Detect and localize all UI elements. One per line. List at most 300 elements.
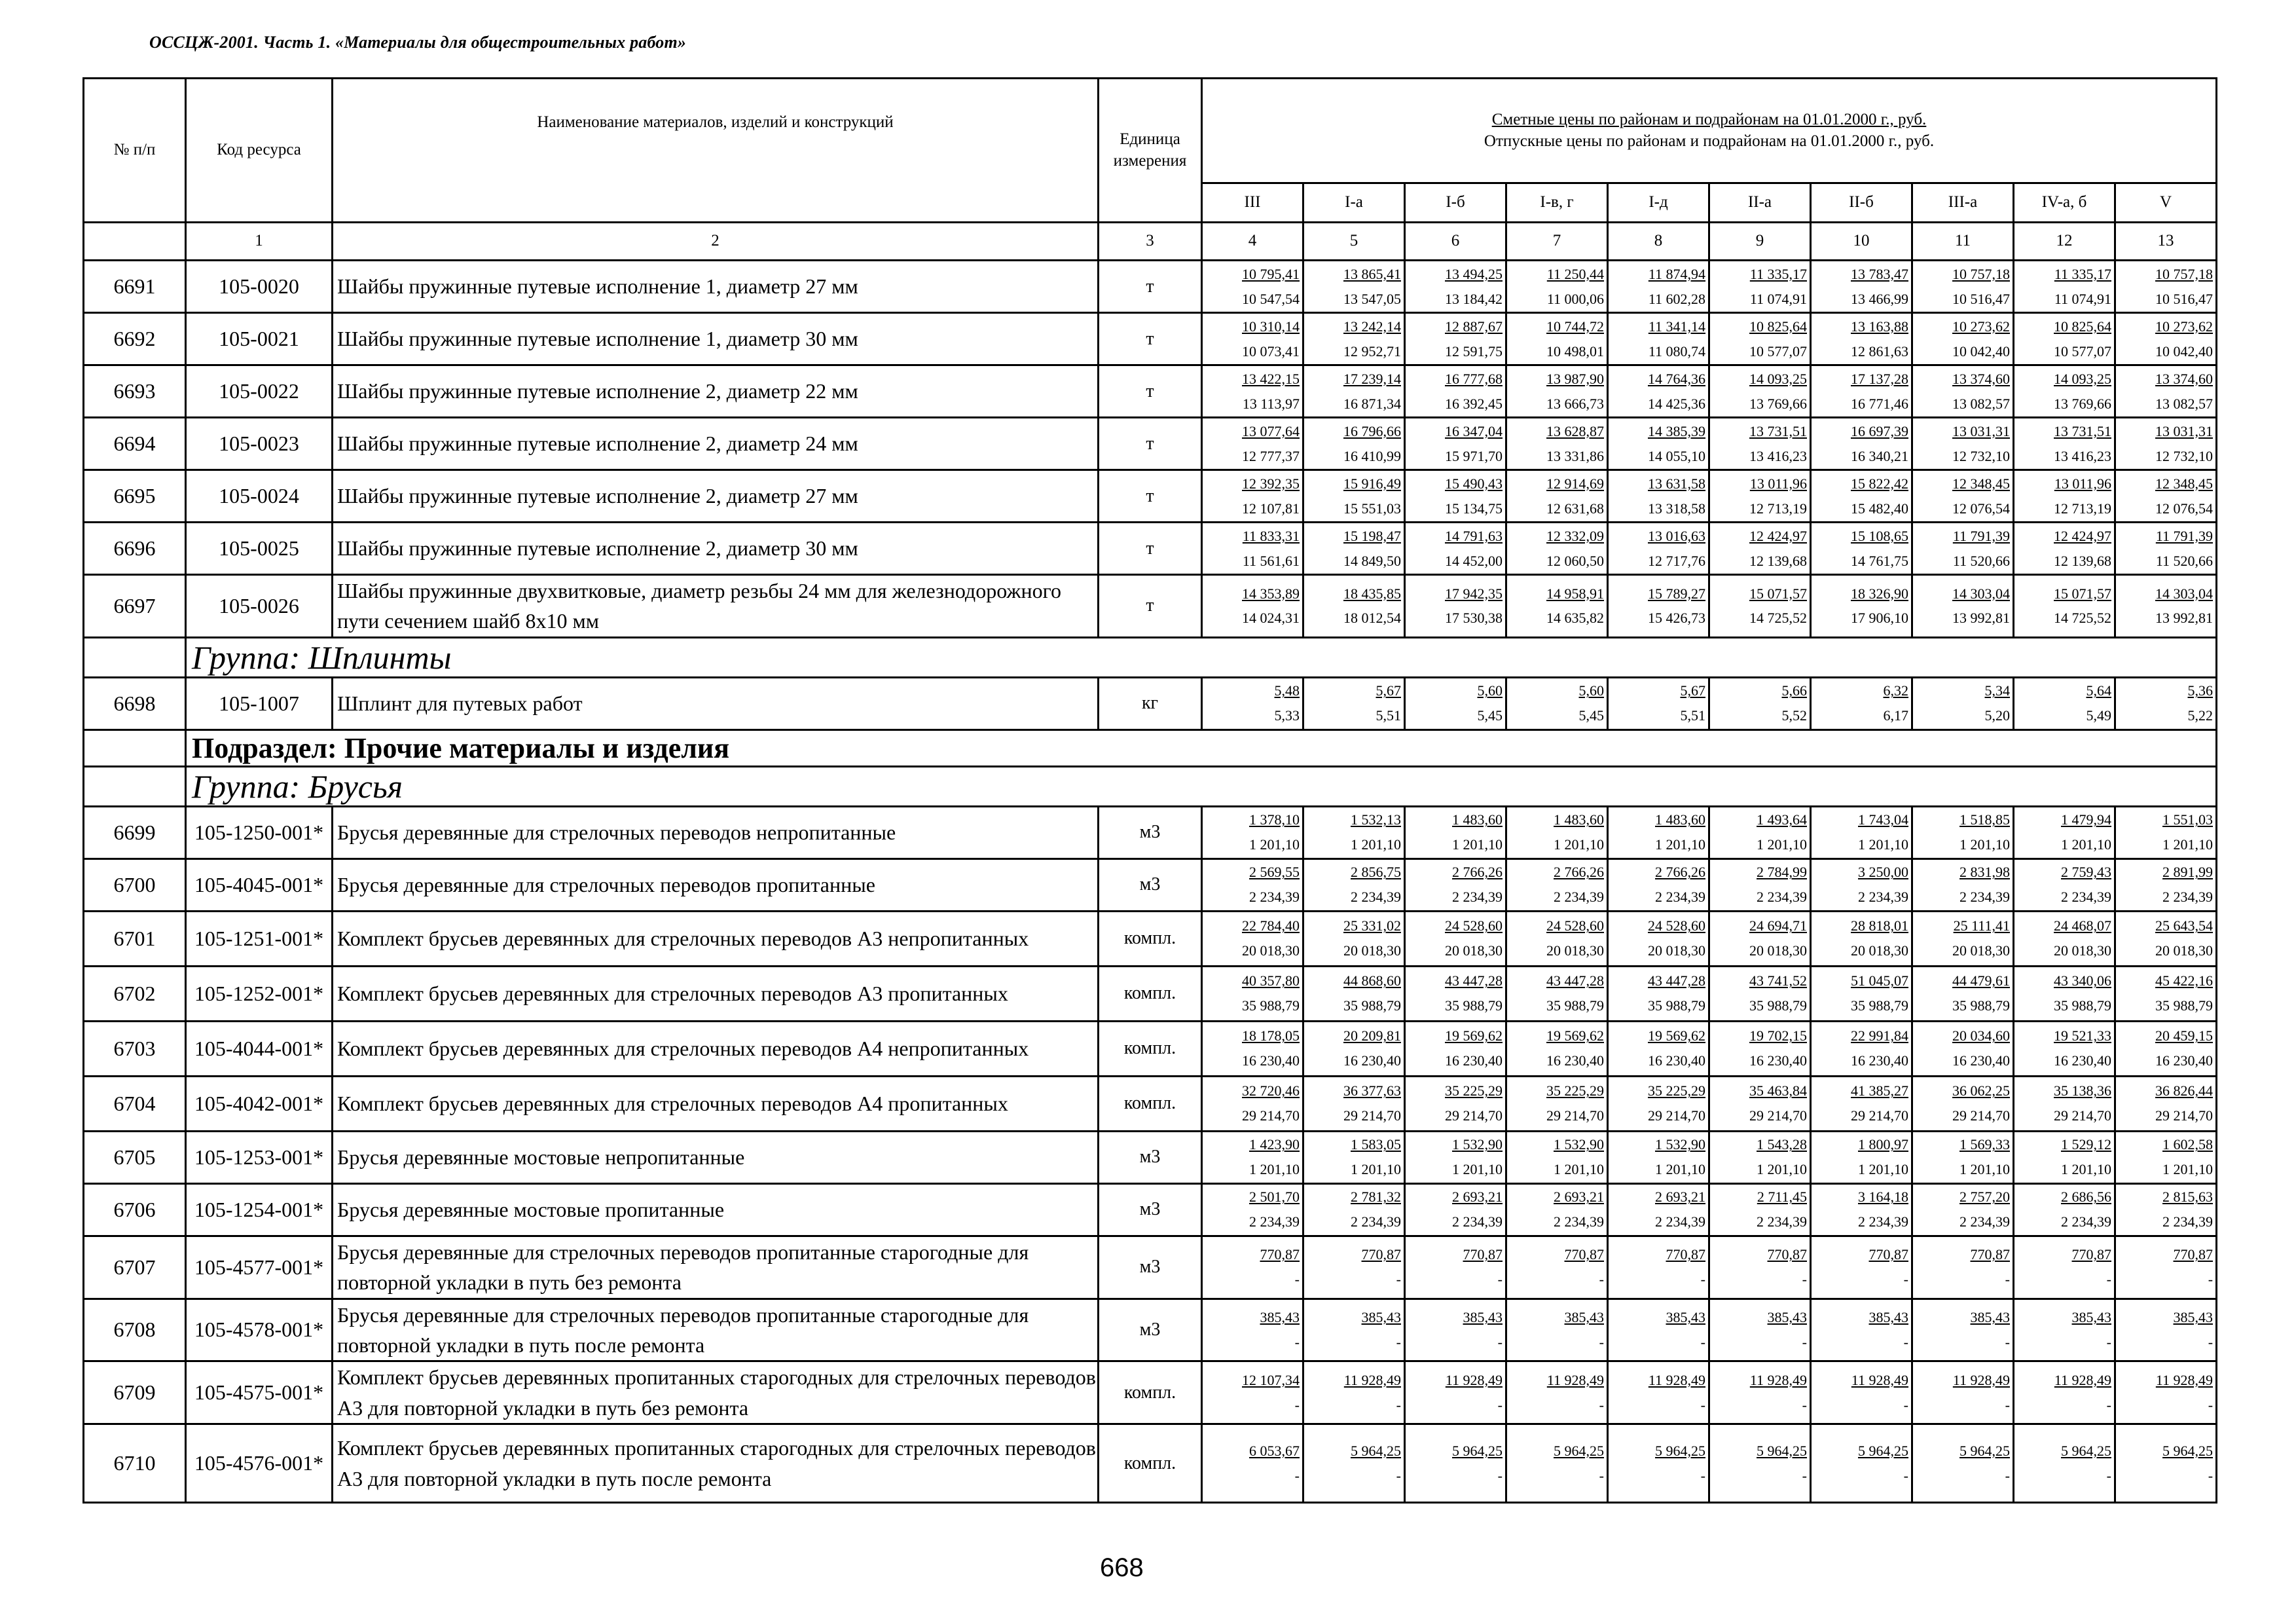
row-number: 6695 — [84, 470, 186, 523]
estimate-price: 11 874,94 — [1648, 265, 1705, 282]
header-region: V — [2115, 183, 2217, 223]
release-price: 2 234,39 — [1858, 1213, 1908, 1230]
price-cell — [2115, 1021, 2217, 1076]
release-price: 6,17 — [1883, 707, 1908, 724]
estimate-price: 6 053,67 — [1249, 1442, 1300, 1459]
price-cell — [1303, 806, 1405, 858]
estimate-price: 13 011,96 — [2054, 475, 2111, 492]
price-cell — [2014, 1236, 2115, 1299]
estimate-price: 3 164,18 — [1858, 1189, 1908, 1206]
price-cell — [1303, 1021, 1405, 1076]
price-cell — [1202, 1131, 1303, 1183]
release-price: - — [1294, 1271, 1300, 1288]
price-cell — [1303, 261, 1405, 313]
price-cell — [1303, 911, 1405, 966]
material-name: Шайбы пружинные путевые исполнение 2, диаметр 24 мм — [333, 418, 1099, 470]
estimate-price: 1 532,90 — [1655, 1136, 1705, 1153]
resource-code: 105-4575-001* — [186, 1361, 333, 1424]
estimate-price: 13 422,15 — [1242, 370, 1300, 387]
estimate-price: 35 225,29 — [1648, 1082, 1705, 1099]
price-cell — [1303, 858, 1405, 911]
row-number: 6704 — [84, 1076, 186, 1131]
release-price: 2 234,39 — [2061, 1213, 2111, 1230]
estimate-price: 11 833,31 — [1242, 527, 1300, 544]
estimate-price: 11 928,49 — [2155, 1371, 2214, 1388]
estimate-price: 13 011,96 — [1749, 475, 1807, 492]
estimate-price: 22 991,84 — [1851, 1027, 1908, 1044]
table-row — [84, 418, 2217, 470]
unit-of-measure: м3 — [1099, 1183, 1202, 1236]
estimate-price: 44 868,60 — [1343, 972, 1401, 989]
release-price: 15 482,40 — [1851, 500, 1908, 517]
unit-of-measure: т — [1099, 365, 1202, 418]
material-name: Шайбы пружинные двухвитковые, диаметр резьбы 24 мм для железнодорожного пути сечением шайб 8х10 мм — [333, 575, 1099, 638]
release-price: 13 184,42 — [1445, 290, 1503, 307]
price-cell — [1912, 858, 2014, 911]
release-price: 2 234,39 — [1554, 889, 1604, 906]
price-cell — [1912, 523, 2014, 575]
price-cell — [1912, 1131, 2014, 1183]
table-row — [84, 1183, 2217, 1236]
table-row — [84, 677, 2217, 729]
resource-code: 105-0020 — [186, 261, 333, 313]
release-price: - — [2106, 1467, 2111, 1484]
release-price: 11 561,61 — [1242, 552, 1300, 569]
header-region: I-б — [1405, 183, 1506, 223]
release-price: 2 234,39 — [1858, 889, 1908, 906]
estimate-price: 1 602,58 — [2162, 1136, 2214, 1153]
price-cell — [1405, 911, 1506, 966]
price-cell — [1303, 470, 1405, 523]
release-price: 35 988,79 — [2054, 997, 2111, 1014]
release-price: 10 547,54 — [1242, 290, 1300, 307]
release-price: 12 591,75 — [1445, 342, 1503, 360]
price-cell — [1506, 575, 1608, 638]
release-price: 35 988,79 — [1851, 997, 1908, 1014]
price-cell — [1405, 1021, 1506, 1076]
estimate-price: 16 347,04 — [1445, 422, 1503, 439]
price-cell — [1506, 313, 1608, 365]
estimate-price: 15 789,27 — [1648, 585, 1705, 602]
estimate-price: 12 332,09 — [1546, 527, 1604, 544]
release-price: 10 042,40 — [1952, 342, 2010, 360]
release-price: 10 498,01 — [1546, 342, 1604, 360]
price-cell — [1709, 418, 1811, 470]
resource-code: 105-0022 — [186, 365, 333, 418]
row-number: 6703 — [84, 1021, 186, 1076]
price-cell — [2014, 858, 2115, 911]
estimate-price: 11 341,14 — [1648, 318, 1705, 335]
header-column-number: 4 — [1202, 223, 1303, 261]
material-name: Комплект брусьев деревянных пропитанных старогодных для стрелочных переводов А3 для повторной укладки в путь после ремонта — [333, 1424, 1099, 1503]
estimate-price: 13 865,41 — [1343, 265, 1401, 282]
price-cell — [1202, 1021, 1303, 1076]
estimate-price: 1 479,94 — [2061, 811, 2111, 828]
price-cell — [1405, 365, 1506, 418]
release-price: - — [2106, 1396, 2111, 1413]
material-name: Комплект брусьев деревянных для стрелочных переводов А4 непропитанных — [333, 1021, 1099, 1076]
price-cell — [1709, 1076, 1811, 1131]
document-title: ОССЦЖ-2001. Часть 1. «Материалы для общестроительных работ» — [149, 33, 687, 52]
price-cell — [1811, 261, 1912, 313]
price-cell — [1405, 1236, 1506, 1299]
estimate-price: 2 856,75 — [1351, 864, 1401, 881]
estimate-price: 12 107,34 — [1242, 1371, 1300, 1388]
price-cell — [2115, 1131, 2217, 1183]
price-cell — [1608, 1076, 1709, 1131]
estimate-price: 43 340,06 — [2054, 972, 2111, 989]
release-price: 5,22 — [2187, 707, 2214, 724]
estimate-price: 2 569,55 — [1249, 864, 1300, 881]
price-cell — [1709, 1236, 1811, 1299]
release-price: 16 871,34 — [1343, 395, 1401, 412]
estimate-price: 16 697,39 — [1851, 422, 1908, 439]
release-price: 10 577,07 — [2054, 342, 2111, 360]
row-number: 6705 — [84, 1131, 186, 1183]
estimate-price: 20 209,81 — [1343, 1027, 1401, 1044]
release-price: 10 516,47 — [2155, 290, 2214, 307]
estimate-price: 2 686,56 — [2061, 1189, 2111, 1206]
estimate-price: 19 521,33 — [2054, 1027, 2111, 1044]
price-cell — [1202, 365, 1303, 418]
estimate-price: 15 071,57 — [2054, 585, 2111, 602]
release-price: 2 234,39 — [1757, 889, 1807, 906]
estimate-price: 1 483,60 — [1452, 811, 1503, 828]
estimate-price: 10 273,62 — [1952, 318, 2010, 335]
header-region: II-б — [1811, 183, 1912, 223]
price-cell — [1303, 523, 1405, 575]
release-price: 15 426,73 — [1648, 610, 1705, 627]
release-price: 1 201,10 — [1655, 1161, 1705, 1178]
release-price: 29 214,70 — [1242, 1107, 1300, 1124]
price-cell — [1405, 313, 1506, 365]
price-cell — [2115, 470, 2217, 523]
header-column-number: 12 — [2014, 223, 2115, 261]
release-price: - — [1497, 1333, 1503, 1350]
estimate-price: 13 016,63 — [1648, 527, 1705, 544]
estimate-price: 2 784,99 — [1757, 864, 1807, 881]
price-cell — [1608, 1424, 1709, 1503]
resource-code: 105-4578-001* — [186, 1299, 333, 1361]
estimate-price: 770,87 — [1361, 1246, 1401, 1263]
estimate-price: 770,87 — [1666, 1246, 1705, 1263]
estimate-price: 14 791,63 — [1445, 527, 1503, 544]
row-number: 6692 — [84, 313, 186, 365]
price-cell — [1303, 1361, 1405, 1424]
estimate-price: 10 744,72 — [1546, 318, 1604, 335]
release-price: 11 000,06 — [1546, 290, 1604, 307]
unit-of-measure: т — [1099, 523, 1202, 575]
table-row — [84, 1021, 2217, 1076]
price-cell — [1303, 1236, 1405, 1299]
estimate-price: 11 335,17 — [1749, 265, 1807, 282]
estimate-price: 43 447,28 — [1546, 972, 1604, 989]
release-price: 2 234,39 — [1959, 1213, 2010, 1230]
unit-of-measure: т — [1099, 261, 1202, 313]
price-cell — [1405, 1424, 1506, 1503]
unit-of-measure: т — [1099, 470, 1202, 523]
estimate-price: 20 034,60 — [1952, 1027, 2010, 1044]
price-cell — [1811, 523, 1912, 575]
estimate-price: 19 702,15 — [1749, 1027, 1807, 1044]
table-row — [84, 523, 2217, 575]
price-cell — [1912, 313, 2014, 365]
estimate-price: 770,87 — [1564, 1246, 1604, 1263]
estimate-price: 385,43 — [1767, 1309, 1807, 1326]
release-price: 16 230,40 — [1851, 1052, 1908, 1069]
estimate-price: 385,43 — [1564, 1309, 1604, 1326]
estimate-price: 12 914,69 — [1546, 475, 1604, 492]
release-price: 20 018,30 — [1648, 942, 1705, 959]
release-price: 2 234,39 — [1452, 1213, 1503, 1230]
price-cell — [1811, 470, 1912, 523]
estimate-price: 12 424,97 — [1749, 527, 1807, 544]
estimate-price: 5 964,25 — [1959, 1442, 2010, 1459]
estimate-price: 20 459,15 — [2155, 1027, 2214, 1044]
estimate-price: 13 628,87 — [1546, 422, 1604, 439]
estimate-price: 36 377,63 — [1343, 1082, 1401, 1099]
release-price: 1 201,10 — [1351, 1161, 1401, 1178]
material-name: Комплект брусьев деревянных для стрелочных переводов А3 непропитанных — [333, 911, 1099, 966]
release-price: 10 073,41 — [1242, 342, 1300, 360]
estimate-price: 24 694,71 — [1749, 917, 1807, 934]
header-column-number: 9 — [1709, 223, 1811, 261]
header-column-number: 2 — [333, 223, 1099, 261]
price-cell — [1303, 575, 1405, 638]
header-unit: Единица измерения — [1099, 79, 1202, 223]
release-price: - — [1700, 1396, 1705, 1413]
estimate-price: 5,60 — [1578, 682, 1604, 699]
release-price: 5,45 — [1477, 707, 1503, 724]
price-cell — [1608, 365, 1709, 418]
estimate-price: 2 766,26 — [1554, 864, 1604, 881]
estimate-price: 14 764,36 — [1648, 370, 1705, 387]
release-price: 16 392,45 — [1445, 395, 1503, 412]
estimate-price: 1 551,03 — [2162, 811, 2214, 828]
release-price: 5,51 — [1680, 707, 1705, 724]
price-cell — [1912, 1424, 2014, 1503]
resource-code: 105-4045-001* — [186, 858, 333, 911]
table-row — [84, 1299, 2217, 1361]
release-price: 1 201,10 — [1757, 1161, 1807, 1178]
price-cell — [1811, 1131, 1912, 1183]
estimate-price: 1 569,33 — [1959, 1136, 2010, 1153]
release-price: 5,52 — [1781, 707, 1807, 724]
price-cell — [1202, 313, 1303, 365]
price-cell — [1912, 1236, 2014, 1299]
resource-code: 105-4044-001* — [186, 1021, 333, 1076]
price-cell — [1202, 1424, 1303, 1503]
release-price: - — [1396, 1467, 1401, 1484]
price-cell — [1405, 523, 1506, 575]
header-column-number: 13 — [2115, 223, 2217, 261]
release-price: 14 452,00 — [1445, 552, 1503, 569]
price-cell — [2115, 313, 2217, 365]
release-price: 1 201,10 — [1858, 1161, 1908, 1178]
release-price: 29 214,70 — [1445, 1107, 1503, 1124]
release-price: 16 230,40 — [1749, 1052, 1807, 1069]
price-cell — [1506, 677, 1608, 729]
release-price: 2 234,39 — [1655, 889, 1705, 906]
material-name: Шайбы пружинные путевые исполнение 1, диаметр 27 мм — [333, 261, 1099, 313]
estimate-price: 17 239,14 — [1343, 370, 1401, 387]
estimate-price: 1 493,64 — [1757, 811, 1807, 828]
estimate-price: 14 958,91 — [1546, 585, 1604, 602]
estimate-price: 13 494,25 — [1445, 265, 1503, 282]
release-price: 1 201,10 — [1351, 836, 1401, 853]
release-price: - — [1903, 1467, 1908, 1484]
release-price: 5,20 — [1984, 707, 2010, 724]
estimate-price: 770,87 — [2071, 1246, 2111, 1263]
price-cell — [1202, 1076, 1303, 1131]
table-row — [84, 365, 2217, 418]
release-price: 1 201,10 — [1554, 836, 1604, 853]
material-name: Брусья деревянные мостовые непропитанные — [333, 1131, 1099, 1183]
price-cell — [1811, 1021, 1912, 1076]
release-price: - — [1903, 1333, 1908, 1350]
estimate-price: 2 501,70 — [1249, 1189, 1300, 1206]
estimate-price: 2 831,98 — [1959, 864, 2010, 881]
estimate-price: 10 273,62 — [2155, 318, 2214, 335]
release-price: 11 520,66 — [1952, 552, 2010, 569]
unit-of-measure: кг — [1099, 677, 1202, 729]
estimate-price: 15 108,65 — [1851, 527, 1908, 544]
price-cell — [1912, 911, 2014, 966]
estimate-price: 13 077,64 — [1242, 422, 1300, 439]
release-price: 16 230,40 — [2054, 1052, 2111, 1069]
estimate-price: 385,43 — [1970, 1309, 2010, 1326]
page-number: 668 — [1100, 1553, 1144, 1582]
header-column-number: 3 — [1099, 223, 1202, 261]
estimate-price: 1 518,85 — [1959, 811, 2010, 828]
price-cell — [1303, 365, 1405, 418]
estimate-price: 2 766,26 — [1655, 864, 1705, 881]
price-cell — [2115, 1361, 2217, 1424]
unit-of-measure: м3 — [1099, 806, 1202, 858]
release-price: - — [2106, 1333, 2111, 1350]
price-cell — [1303, 677, 1405, 729]
table-row — [84, 261, 2217, 313]
row-number: 6699 — [84, 806, 186, 858]
release-price: - — [1396, 1271, 1401, 1288]
price-cell — [1912, 575, 2014, 638]
resource-code: 105-0025 — [186, 523, 333, 575]
estimate-price: 12 424,97 — [2054, 527, 2111, 544]
price-cell — [1709, 470, 1811, 523]
table-body — [84, 261, 2217, 1503]
estimate-price: 2 757,20 — [1959, 1189, 2010, 1206]
release-price: - — [1599, 1467, 1604, 1484]
release-price: 12 139,68 — [2054, 552, 2111, 569]
estimate-price: 13 031,31 — [1952, 422, 2010, 439]
estimate-price: 14 093,25 — [2054, 370, 2111, 387]
release-price: - — [2005, 1467, 2010, 1484]
release-price: 20 018,30 — [1546, 942, 1604, 959]
price-cell — [1608, 966, 1709, 1021]
release-price: 11 520,66 — [2155, 552, 2214, 569]
estimate-price: 16 796,66 — [1343, 422, 1401, 439]
estimate-price: 45 422,16 — [2155, 972, 2214, 989]
resource-code: 105-1253-001* — [186, 1131, 333, 1183]
release-price: - — [2208, 1333, 2214, 1350]
estimate-price: 385,43 — [2173, 1309, 2214, 1326]
estimate-price: 24 528,60 — [1648, 917, 1705, 934]
estimate-price: 1 532,13 — [1351, 811, 1401, 828]
price-cell — [1405, 575, 1506, 638]
table-row — [84, 1424, 2217, 1503]
price-cell — [1202, 1361, 1303, 1424]
table-row — [84, 1361, 2217, 1424]
price-cell — [1506, 523, 1608, 575]
estimate-price: 10 795,41 — [1242, 265, 1300, 282]
release-price: 11 602,28 — [1648, 290, 1705, 307]
material-name: Брусья деревянные для стрелочных переводов непропитанные — [333, 806, 1099, 858]
price-cell — [2115, 261, 2217, 313]
release-price: 29 214,70 — [1546, 1107, 1604, 1124]
price-cell — [1608, 1021, 1709, 1076]
unit-of-measure: т — [1099, 313, 1202, 365]
estimate-price: 1 543,28 — [1757, 1136, 1807, 1153]
price-cell — [1811, 313, 1912, 365]
price-cell — [1202, 261, 1303, 313]
release-price: 2 234,39 — [1351, 1213, 1401, 1230]
estimate-price: 12 392,35 — [1242, 475, 1300, 492]
table-row — [84, 966, 2217, 1021]
price-cell — [1303, 1131, 1405, 1183]
resource-code: 105-1007 — [186, 677, 333, 729]
price-cell — [1202, 1183, 1303, 1236]
release-price: 20 018,30 — [1952, 942, 2010, 959]
release-price: - — [1599, 1333, 1604, 1350]
price-cell — [1202, 418, 1303, 470]
estimate-price: 14 093,25 — [1749, 370, 1807, 387]
price-cell — [2115, 1424, 2217, 1503]
price-cell — [1608, 313, 1709, 365]
row-number: 6694 — [84, 418, 186, 470]
price-cell — [1405, 1183, 1506, 1236]
release-price: 16 410,99 — [1343, 447, 1401, 464]
row-number: 6702 — [84, 966, 186, 1021]
estimate-price: 24 528,60 — [1445, 917, 1503, 934]
release-price: 13 992,81 — [2155, 610, 2214, 627]
material-name: Брусья деревянные для стрелочных переводов пропитанные — [333, 858, 1099, 911]
estimate-price: 15 916,49 — [1343, 475, 1401, 492]
unit-of-measure: т — [1099, 418, 1202, 470]
estimate-price: 11 928,49 — [1546, 1371, 1604, 1388]
estimate-price: 5,64 — [2086, 682, 2111, 699]
price-cell — [1709, 911, 1811, 966]
price-cell — [2014, 966, 2115, 1021]
price-cell — [1811, 575, 1912, 638]
estimate-price: 770,87 — [1260, 1246, 1300, 1263]
price-cell — [1506, 1299, 1608, 1361]
resource-code: 105-0021 — [186, 313, 333, 365]
unit-of-measure: м3 — [1099, 1131, 1202, 1183]
estimate-price: 13 242,14 — [1343, 318, 1401, 335]
estimate-price: 13 987,90 — [1546, 370, 1604, 387]
release-price: 13 769,66 — [2054, 395, 2111, 412]
release-price: 12 631,68 — [1546, 500, 1604, 517]
estimate-price: 13 783,47 — [1851, 265, 1908, 282]
release-price: 35 988,79 — [2155, 997, 2214, 1014]
row-number: 6710 — [84, 1424, 186, 1503]
release-price: 2 234,39 — [1554, 1213, 1604, 1230]
estimate-price: 1 532,90 — [1452, 1136, 1503, 1153]
estimate-price: 5,67 — [1680, 682, 1705, 699]
price-cell — [2115, 858, 2217, 911]
release-price: 20 018,30 — [1343, 942, 1401, 959]
estimate-price: 770,87 — [1463, 1246, 1503, 1263]
